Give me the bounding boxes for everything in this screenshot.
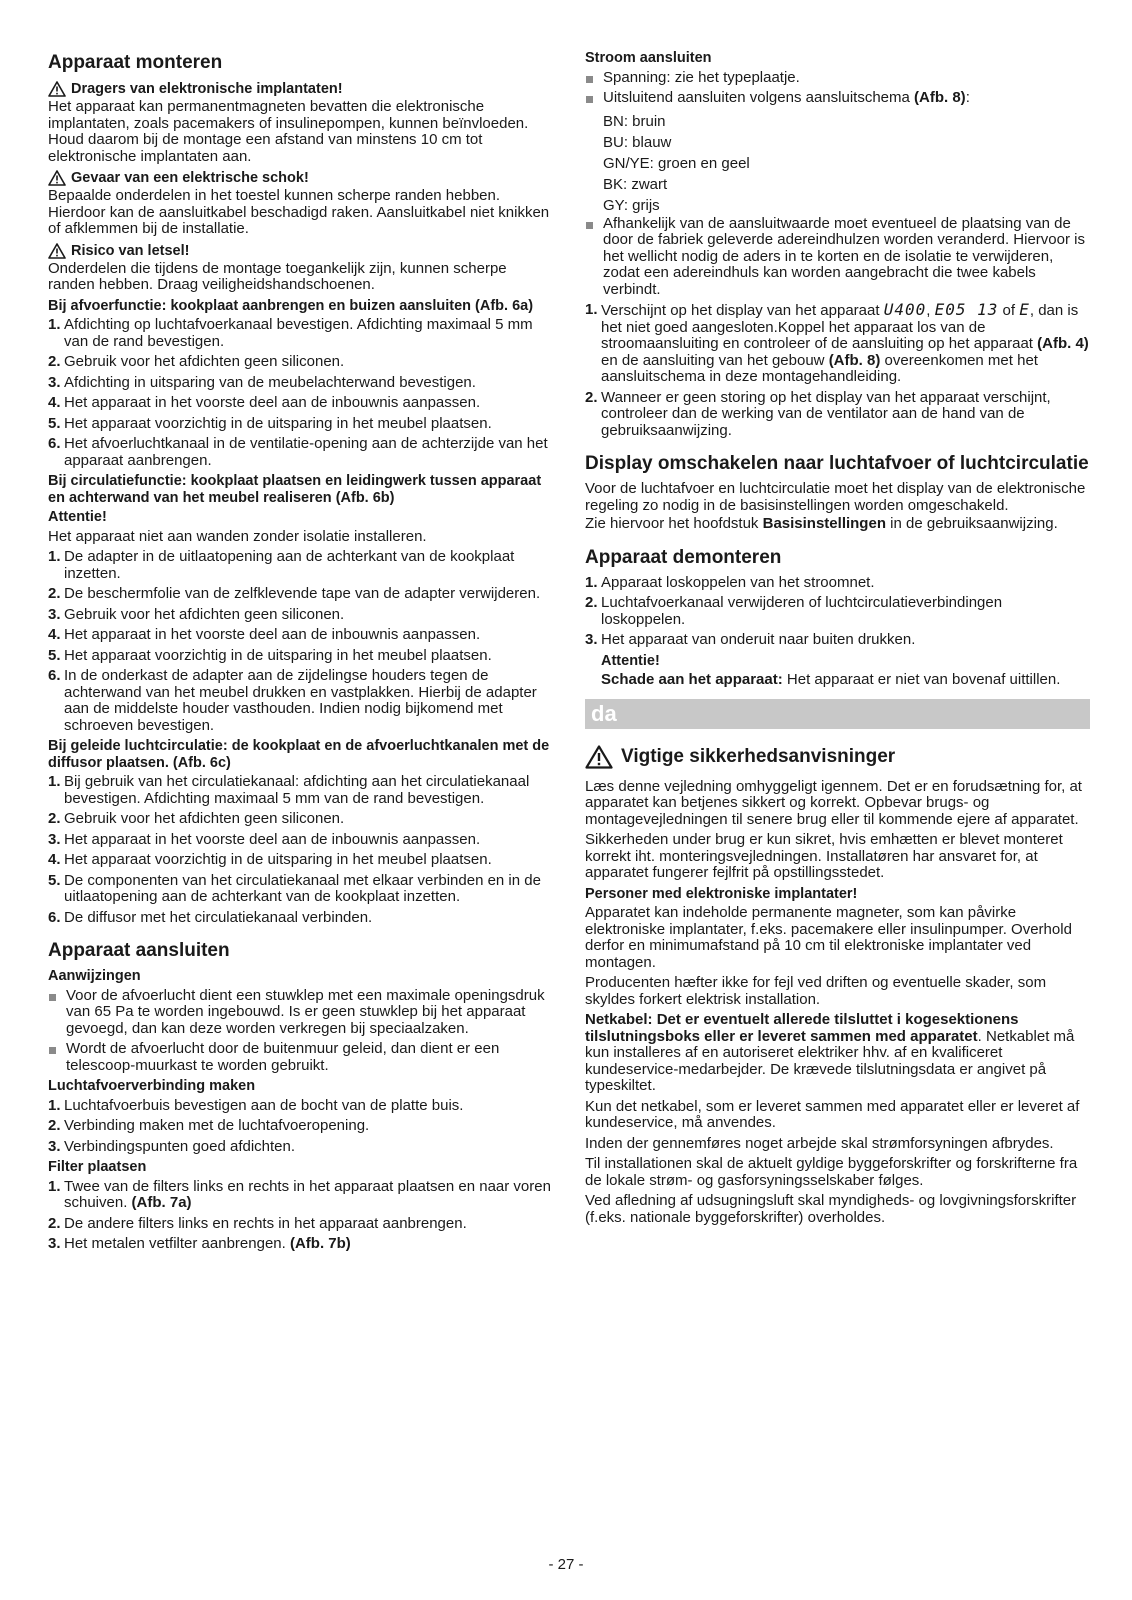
warning-implants-text: Het apparaat kan permanentmagneten bevatten die elektronische implantaten, zoals pacemakers of insulinepompen, kunnen beïnvloeden. Houd daarom bij de montage een afstand van minstens 10 cm tot elektronische implantaten aan. bbox=[48, 98, 529, 165]
list-item: Afhankelijk van de aansluitwaarde moet eventueel de plaatsing van de door de fabriek geleverde adereindhulzen worden veranderd. Hiervoor is het wellicht nodig de aders in te korten en de isolatie te verwijderen, zodat een adereindhuls kan worden aangebracht die twee kabels verbindt. bbox=[585, 216, 1090, 299]
warning-triangle-icon bbox=[585, 745, 613, 769]
list-item: 2. De andere filters links en rechts in het apparaat aanbrengen. bbox=[48, 1214, 467, 1232]
list-item: 5. De componenten van het circulatiekanaal met elkaar verbinden en in de uitlaatopening aan de achterkant van de kookplaat inzetten. bbox=[48, 871, 541, 905]
notes-list bbox=[48, 988, 553, 1075]
list-item: 1. De adapter in de uitlaatopening aan de achterkant van de kookplaat inzetten. bbox=[48, 548, 515, 582]
list-item: 6. De diffusor met het circulatiekanaal verbinden. bbox=[48, 908, 373, 926]
implant-paragraph: Producenten hæfter ikke for fejl ved driften og eventuelle skader, som skyldes forkert elektrisk installation. bbox=[585, 974, 1047, 1008]
power-title: Stroom aansluiten bbox=[585, 50, 712, 66]
cable-paragraph: Ved afledning af udsugningsluft skal myndigheds- og lovgivningsforskrifter (f.eks. nationale byggeforskrifter) overholdes. bbox=[585, 1192, 1077, 1226]
list-item: 4. Het apparaat in het voorste deel aan de inbouwnis aanpassen. bbox=[48, 394, 481, 411]
list-item: Wordt de afvoerlucht door de buitenmuur geleid, dan dient er een telescoop-muurkast te worden gebruikt. bbox=[48, 1041, 553, 1074]
left-column bbox=[48, 52, 553, 1257]
demount-damage-text: Schade aan het apparaat: Het apparaat er niet van bovenaf uittillen. bbox=[601, 671, 1061, 688]
list-item: 3. Verbindingspunten goed afdichten. bbox=[48, 1137, 296, 1155]
filter-title: Filter plaatsen bbox=[48, 1159, 147, 1175]
section-title-connect: Apparaat aansluiten bbox=[48, 940, 230, 961]
warning-electric-shock-text: Bepaalde onderdelen in het toestel kunnen scherpe randen hebben. Hierdoor kan de aansluitkabel beschadigd raken. Aansluitkabel niet knikken of afklemmen bij de installatie. bbox=[48, 187, 550, 237]
list-item: 4. Het apparaat voorzichtig in de uitsparing in het meubel plaatsen. bbox=[48, 851, 492, 868]
list-item: 1. Twee van de filters links en rechts in het apparaat plaatsen en naar voren schuiven. (Afb. 7a) bbox=[48, 1177, 551, 1211]
duct-steps bbox=[48, 1098, 553, 1156]
right-column bbox=[585, 50, 1090, 1230]
bullet-square-icon bbox=[586, 76, 593, 83]
list-item: Voor de afvoerlucht dient een stuwklep met een maximale openingsdruk van 65 Pa te worden ingebouwd. Is er geen stuwklep bij het apparaat gevoegd, dan kan deze worden verkregen bij speciaalzaken. bbox=[48, 988, 553, 1038]
display-paragraph: Voor de luchtafvoer en luchtcirculatie moet het display van de elektronische regeling zo nodig in de basisinstellingen worden omgeschakeld. bbox=[585, 480, 1086, 514]
list-item: 2. Wanneer er geen storing op het display van het apparaat verschijnt, controleer dan de werking van de ventilator aan de hand van de gebruiksaanwijzing. bbox=[585, 388, 1051, 439]
list-item: 1. Luchtafvoerbuis bevestigen aan de bocht van de platte buis. bbox=[48, 1096, 464, 1114]
warning-injury: Risico van letsel! bbox=[48, 242, 553, 260]
safety-paragraph: Sikkerheden under brug er kun sikret, hvis emhætten er blevet monteret korrekt iht. monteringsvejledningen. Installatøren har ansvaret for, at apparatet fungerer fejlfrit på opstillingsstedet. bbox=[585, 831, 1063, 881]
wire-color: BU: blauw bbox=[603, 133, 672, 151]
list-item: 2. Gebruik voor het afdichten geen siliconen. bbox=[48, 810, 345, 827]
cable-paragraph: Til installationen skal de aktuelt gyldige byggeforskrifter og forskrifterne fra de lokale strøm- og gasforsyningsselskaber følges. bbox=[585, 1155, 1078, 1189]
power-bullets-2 bbox=[585, 216, 1090, 299]
language-band: da bbox=[585, 699, 1090, 729]
demount-attention: Attentie! bbox=[601, 652, 660, 669]
power-bullets bbox=[585, 70, 1090, 107]
display-paragraph-2: Zie hiervoor het hoofdstuk Basisinstellingen in de gebruiksaanwijzing. bbox=[585, 515, 1058, 532]
list-item: 1. Verschijnt op het display van het apparaat U400, E05 13 of E, dan is het niet goed aangesloten.Koppel het apparaat los van de stroomaansluiting en controleer of de aansluiting op het apparaat (Afb. 4) en de aansluiting van het gebouw (Afb. 8) overeenkomen met het aansluitschema in deze montagehandleiding. bbox=[585, 300, 1089, 385]
list-item: 2. Luchtafvoerkanaal verwijderen of luchtcirculatieverbindingen loskoppelen. bbox=[585, 594, 1003, 628]
bullet-square-icon bbox=[49, 1047, 56, 1054]
page-number: - 27 - bbox=[548, 1556, 584, 1573]
list-item: 1. Bij gebruik van het circulatiekanaal: afdichting aan het circulatiekanaal bevestigen. Afdichting maximaal 5 mm van de rand bevestigen. bbox=[48, 773, 530, 807]
list-item: 3. Afdichting in uitsparing van de meubelachterwand bevestigen. bbox=[48, 373, 476, 391]
warning-electric-shock: Gevaar van een elektrische schok! bbox=[48, 169, 553, 187]
demount-steps bbox=[585, 575, 1090, 649]
implant-title: Personer med elektroniske implantater! bbox=[585, 885, 858, 902]
wire-color: BN: bruin bbox=[603, 112, 666, 130]
list-item: 3. Het apparaat van onderuit naar buiten drukken. bbox=[585, 631, 916, 648]
cable-paragraph: Inden der gennemføres noget arbejde skal strømforsyningen afbrydes. bbox=[585, 1134, 1054, 1152]
attention-text: Het apparaat niet aan wanden zonder isolatie installeren. bbox=[48, 527, 427, 545]
list-item: 6. Het afvoerluchtkanaal in de ventilatie-opening aan de achterzijde van het apparaat aanbrengen. bbox=[48, 435, 548, 469]
list-item: 1. Apparaat loskoppelen van het stroomnet. bbox=[585, 573, 875, 591]
list-item: 3. Het apparaat in het voorste deel aan de inbouwnis aanpassen. bbox=[48, 830, 481, 848]
guided-circulation-steps bbox=[48, 774, 553, 926]
circulation-steps bbox=[48, 549, 553, 734]
bullet-square-icon bbox=[586, 96, 593, 103]
warning-triangle-icon bbox=[48, 81, 66, 97]
display-code: E05 13 bbox=[934, 300, 999, 319]
display-code: E bbox=[1019, 300, 1030, 319]
list-item: 2. Verbinding maken met de luchtafvoeropening. bbox=[48, 1117, 370, 1134]
cable-paragraph: Kun det netkabel, som er leveret sammen med apparatet eller er leveret af kundeservice, må anvendes. bbox=[585, 1097, 1080, 1131]
list-item: 2. Gebruik voor het afdichten geen siliconen. bbox=[48, 353, 345, 370]
notes-title: Aanwijzingen bbox=[48, 968, 141, 984]
list-item: 4. Het apparaat in het voorste deel aan de inbouwnis aanpassen. bbox=[48, 626, 481, 643]
wire-color: GY: grijs bbox=[603, 196, 660, 214]
exhaust-steps bbox=[48, 317, 553, 469]
warning-injury-text: Onderdelen die tijdens de montage toegankelijk zijn, kunnen scherpe randen hebben. Draag veiligheidshandschoenen. bbox=[48, 259, 507, 293]
subsection-exhaust-title: Bij afvoerfunctie: kookplaat aanbrengen en buizen aansluiten (Afb. 6a) bbox=[48, 297, 534, 314]
warning-implants: Dragers van elektronische implantaten! bbox=[48, 80, 553, 98]
bullet-square-icon bbox=[49, 994, 56, 1001]
section-title-mount: Apparaat monteren bbox=[48, 52, 223, 73]
list-item: 3. Gebruik voor het afdichten geen siliconen. bbox=[48, 605, 345, 623]
bullet-square-icon bbox=[586, 222, 593, 229]
wire-color: BK: zwart bbox=[603, 175, 668, 193]
safety-title: Vigtige sikkerhedsanvisninger bbox=[585, 745, 1090, 769]
subsection-circulation-title: Bij circulatiefunctie: kookplaat plaatsen en leidingwerk tussen apparaat en achterwand van het meubel realiseren (Afb. 6b) bbox=[48, 473, 542, 506]
list-item: 2. De beschermfolie van de zelfklevende tape van de adapter verwijderen. bbox=[48, 585, 541, 602]
warning-triangle-icon bbox=[48, 170, 66, 186]
attention-label: Attentie! bbox=[48, 509, 107, 525]
cable-paragraph: Netkabel: Det er eventuelt allerede tilsluttet i kogesektionens tilslutningsboks eller er leveret sammen med apparatet. Netkablet må kun installeres af en autoriseret elektriker hhv. af en kvalificeret kundeservice-medarbejder. De krævede tilslutningsdata er angivet på typeskiltet. bbox=[585, 1011, 1075, 1094]
wire-colors bbox=[585, 111, 1090, 216]
duct-title: Luchtafvoerverbinding maken bbox=[48, 1078, 256, 1094]
list-item: 6. In de onderkast de adapter aan de zijdelingse houders tegen de achterwand van het meubel drukken en vastplakken. Hierbij de adapter aan de middelste houder vasthouden. Indien nodig bijkomend met schroeven bevestigen. bbox=[48, 667, 537, 734]
list-item: Spanning: zie het typeplaatje. bbox=[585, 70, 1090, 87]
list-item: Uitsluitend aansluiten volgens aansluitschema (Afb. 8): bbox=[585, 90, 1090, 107]
list-item: 3. Het metalen vetfilter aanbrengen. (Afb. 7b) bbox=[48, 1235, 351, 1252]
section-title-demount: Apparaat demonteren bbox=[585, 546, 782, 568]
list-item: 5. Het apparaat voorzichtig in de uitsparing in het meubel plaatsen. bbox=[48, 414, 492, 432]
list-item: 5. Het apparaat voorzichtig in de uitsparing in het meubel plaatsen. bbox=[48, 646, 492, 664]
section-title-display: Display omschakelen naar luchtafvoer of luchtcirculatie bbox=[585, 453, 1089, 474]
list-item: 1. Afdichting op luchtafvoerkanaal bevestigen. Afdichting maximaal 5 mm van de rand bevestigen. bbox=[48, 316, 533, 350]
subsection-guided-circulation-title: Bij geleide luchtcirculatie: de kookplaat en de afvoerluchtkanalen met de diffusor plaatsen. (Afb. 6c) bbox=[48, 738, 550, 771]
power-steps bbox=[585, 302, 1090, 439]
safety-paragraph: Læs denne vejledning omhyggeligt igennem. Det er en forudsætning for, at apparatet kan betjenes sikkert og korrekt. Opbevar brugs- og montagevejledningen til senere brug eller til kommende ejere af apparatet. bbox=[585, 777, 1082, 828]
wire-color: GN/YE: groen en geel bbox=[603, 154, 750, 172]
implant-paragraph: Apparatet kan indeholde permanente magneter, som kan påvirke elektroniske implantater, f.eks. pacemakere eller insulinpumper. Overhold derfor en minimumafstand på 10 cm til elektroniske implantater ved montagen. bbox=[585, 904, 1072, 971]
filter-steps bbox=[48, 1179, 553, 1253]
display-code: U400 bbox=[883, 300, 927, 319]
warning-triangle-icon bbox=[48, 243, 66, 259]
